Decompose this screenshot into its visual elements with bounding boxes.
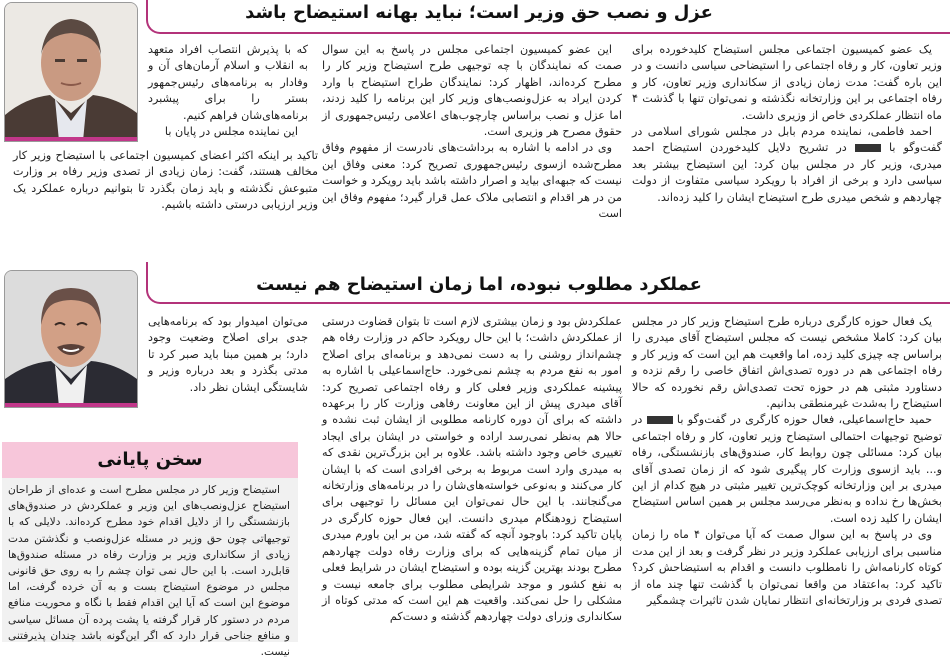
paragraph-text: حمید حاج‌اسماعیلی، فعال حوزه کارگری در گفت‌وگو با: [676, 413, 932, 427]
article-1-headline: عزل و نصب حق وزیر است؛ نباید بهانه استیضاح باشد: [245, 2, 713, 23]
article-1-column-2: [322, 42, 622, 222]
article-2-column-2: [322, 314, 622, 626]
paragraph: [632, 412, 942, 527]
article-2-column-3: [148, 314, 308, 396]
final-word-title: سخن پایانی: [2, 442, 298, 478]
article-1-column-3-top: [148, 42, 308, 140]
paragraph-text: در تشریح دلایل کلیدخوردن استیضاح احمد میدری، وزیر کار در مجلس بیان کرد: این استیضاح بیشتر بعد سیاسی دارد و برخی از افراد با رویکرد سیاسی متفاوت از دولت چهاردهم و شخص میدری طرح استیضاح ایشان را کلید زده‌اند.: [632, 141, 942, 204]
paragraph: می‌توان امیدوار بود که برنامه‌هایی جدی برای اصلاح وضعیت وجود دارد؛ بر همین مبنا باید صبر کرد تا مدتی بگذرد و بعد درباره وزیر و شایستگی ایشان نظر داد.: [148, 315, 308, 394]
paragraph: استیضاح وزیر کار در مجلس مطرح است و عده‌ای از طراحان استیضاح عزل‌ونصب‌های این وزیر و عملکردش در صندوق‌های بازنشستگی را از دلایل اقدام خود مطرح کرده‌اند. دلایلی که با توجیهاتی چون حق وزیر در مسئله عزل‌ونصب و نگذشتن مدت زیادی از سکانداری وزیر بر وزارت رفاه در مسئله صندوق‌ها قابل‌رد است. با این حال نمی توان چشم را به روی حق قانونی مجلس در موضوع استیضاح بست و به آن خرده گرفت، اما موضوع این است که آیا این اقدام فقط با نگاه و محوریت منافع مردم در دستور کار قرار گرفته یا پشت پرده آن مسائل سیاسی و منافع جناحی قرار دارد که اگر این‌گونه باشد چندان پذیرفتنی نیست.: [8, 484, 290, 659]
paragraph: که با پذیرش انتصاب افراد متعهد به انقلاب و اسلام آرمان‌های آن و وفادار به برنامه‌های رئیس‌جمهور بستر را برای پیشبرد برنامه‌های‌شان فراهم کنیم.: [148, 43, 308, 122]
person-portrait-icon: [5, 271, 137, 407]
article-2: [0, 262, 950, 659]
person-portrait-icon: [5, 3, 137, 141]
portrait-photo-1: [4, 2, 138, 142]
paragraph: وی در ادامه با اشاره به برداشت‌های نادرست از مفهوم وفاق مطرح‌شده ازسوی رئیس‌جمهوری تصریح کرد: معنی وفاق این نیست که جبهه‌ای بیاید و اصرار داشته باشد باید رویکرد و خواست من در هر اقدام و انتصابی ملاک عمل قرار گیرد؛ مفهوم وفاق این است: [322, 141, 622, 221]
redacted-logo: [647, 416, 673, 424]
headline-rule: [146, 0, 950, 34]
final-word-text: [2, 478, 298, 660]
article-2-column-1: [632, 314, 942, 609]
paragraph: این نماینده مجلس در پایان با: [164, 125, 298, 139]
article-1-column-1: [632, 42, 942, 206]
paragraph: [632, 124, 942, 206]
headline-rule: [146, 262, 950, 304]
paragraph-text: در توضیح توجیهات احتمالی استیضاح وزیر تعاون، کار و رفاه اجتماعی بیان کرد: مسائلی چون روابط کار، صندوق‌های بازنشستگی، رفاه و... باید ازسوی وزارت کار پیگیری شود که از زمان تصدی آقای میدری بر این وزارتخانه کوچک‌ترین تغییر مثبتی در هیچ کدام از این بخش‌ها رخ نداده و به‌نظر می‌رسد مجلس بر همین اساس استیضاح ایشان را کلید زده است.: [632, 413, 942, 525]
paragraph: وی در پاسخ به این سوال صمت که آیا می‌توان ۴ ماه را زمان مناسبی برای ارزیابی عملکرد وزیر در نظر گرفت و بعد از این مدت کوتاه کارنامه‌اش را نامطلوب دانست و اقدام به استیضاحش کرد؟ تاکید کرد: به‌اعتقاد من واقعا نمی‌توان با گذشت تنها چند ماه از تصدی فردی بر وزارتخانه‌ای انتظار نمایان شدن تاثیرات چشمگیر: [632, 528, 942, 607]
paragraph: یک فعال حوزه کارگری درباره طرح استیضاح وزیر کار در مجلس بیان کرد: کاملا مشخص نیست که مجلس استیضاح آقای میدری را براساس چه چیزی کلید زده، اما واقعیت هم این است که وزیر کار و رفاه اجتماعی هم در دوره تصدی‌اش اتفاق خاصی را رقم نزده و دستاورد مثبتی هم در حوزه تحت تصدی‌اش رقم نخورده که حالا استیضاح را به‌شدت غیرمنطقی بدانیم.: [632, 315, 942, 411]
portrait-photo-2: [4, 270, 138, 408]
paragraph-text: احمد فاطمی، نماینده مردم بابل در مجلس شورای اسلامی در گفت‌وگو با: [632, 125, 943, 155]
paragraph: تاکید بر اینکه اکثر اعضای کمیسیون اجتماعی با استیضاح وزیر کار مخالف هستند، گفت: زمان زیادی از تصدی وزیر رفاه بر وزارت متبوعش نگذشته و باید زمان بگذرد تا بتوانیم درباره عملکرد یک وزیر ارزیابی درستی داشته باشیم.: [13, 149, 318, 212]
article-2-headline: عملکرد مطلوب نبوده، اما زمان استیضاح هم نیست: [256, 274, 702, 295]
paragraph: یک عضو کمیسیون اجتماعی مجلس استیضاح کلیدخورده برای وزیر تعاون، کار و رفاه اجتماعی را استیضاحی سیاسی دانست و در این باره گفت: مدت زمان زیادی از سکانداری وزیر تعاون، کار و رفاه اجتماعی بر این وزارتخانه نگذشته و نمی‌توان تنها با گذشت ۴ ماه انتظار عملکردی خاص از وزیری داشت.: [632, 43, 942, 122]
final-word-box: [2, 442, 298, 659]
article-1: [0, 0, 950, 255]
paragraph: عملکردش بود و زمان بیشتری لازم است تا بتوان قضاوت درستی از عملکردش داشت؛ با این حال رویکرد حاکم در وزارت رفاه هم چشم‌انداز روشنی را به دست نمی‌دهد و برنامه‌ای برای اصلاح امور به نفع مردم به چشم نمی‌خورد. حاج‌اسماعیلی با اشاره به پیشینه عملکردی وزیر فعلی کار و رفاه اجتماعی تصریح کرد: آقای میدری پیش از این معاونت رفاهی وزارت کار را برعهده داشته که برای آن دوره کارنامه مطلوبی از ایشان ثبت نشده و حالا هم به‌نظر نمی‌رسد اراده و خواستی در ایشان برای ایجاد تغییری خاص وجود داشته باشد. علاوه بر این بزرگ‌ترین نقدی که به میدری وارد است مربوط به برخی افرادی است که با ایشان کار می‌کنند و به‌نوعی خواسته‌های‌شان را در برنامه‌های وزارتخانه می‌گنجانند. با این حال نمی‌توان این مسائل را توجیهی برای استیضاح زودهنگام میدری دانست. این فعال حوزه کارگری در پایان تاکید کرد: باوجود آنچه که گفته شد، من بر این باورم میدری از میان تمام گزینه‌هایی که برای وزارت رفاه دولت چهاردهم مطرح بودند بهترین گزینه بوده و استیضاح ایشان در شرایط فعلی به نفع کشور و موجد شرایطی مطلوب برای جامعه نیست و مشکلی را حل نمی‌کند. واقعیت هم این است که مدتی کوتاه از سکانداری وزرای دولت چهاردهم گذشته و دست‌کم: [322, 315, 622, 624]
paragraph: این عضو کمیسیون اجتماعی مجلس در پاسخ به این سوال صمت که نمایندگان با چه توجیهی طرح استیضاح وزیر کار را مطرح کرده‌اند، اظهار کرد: نمایندگان طراح استیضاح با وارد کردن ایراد به عزل‌ونصب‌های وزیر کار این برنامه را کلید زدند، اما عزل و نصب براساس چارچوب‌های اعلامی رئیس‌جمهوری از حقوق مصرح هر وزیری است.: [322, 43, 622, 139]
article-1-column-3-bottom: [13, 148, 318, 214]
redacted-logo: [855, 144, 881, 152]
